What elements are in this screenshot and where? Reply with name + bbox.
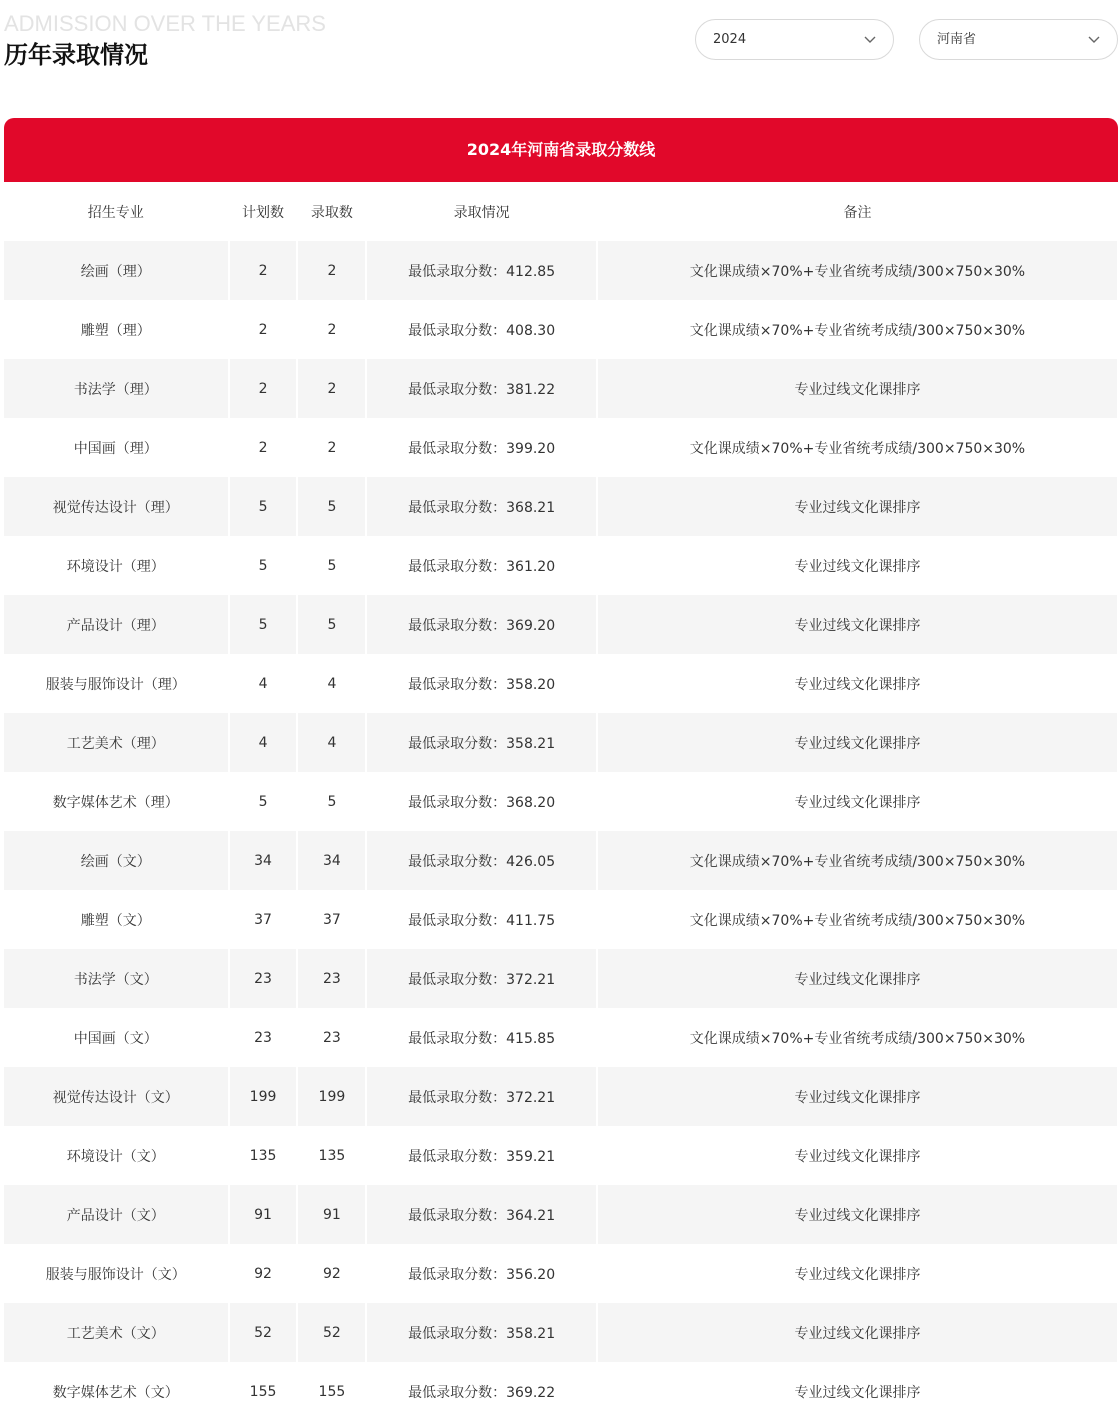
cell-major: 工艺美术（文）: [4, 1303, 228, 1362]
cell-admitted: 5: [298, 536, 365, 595]
table-row: [4, 1008, 1117, 1067]
cell-admitted: 4: [298, 713, 365, 772]
cell-admitted: 2: [298, 418, 365, 477]
cell-admitted: 91: [298, 1185, 365, 1244]
province-select-value: 河南省: [937, 32, 977, 47]
cell-result: 最低录取分数：426.05: [367, 831, 596, 890]
cell-result: 最低录取分数：359.21: [367, 1126, 596, 1185]
cell-notes: 专业过线文化课排序: [598, 1303, 1117, 1362]
cell-plan: 135: [230, 1126, 297, 1185]
cell-major: 中国画（文）: [4, 1008, 228, 1067]
cell-notes: 专业过线文化课排序: [598, 949, 1117, 1008]
cell-notes: 专业过线文化课排序: [598, 595, 1117, 654]
cell-admitted: 34: [298, 831, 365, 890]
cell-admitted: 37: [298, 890, 365, 949]
cell-notes: 专业过线文化课排序: [598, 536, 1117, 595]
cell-notes: 文化课成绩×70%+专业省统考成绩/300×750×30%: [598, 300, 1117, 359]
cell-admitted: 2: [298, 241, 365, 300]
cell-admitted: 5: [298, 772, 365, 831]
year-select-value: 2024: [713, 32, 747, 47]
cell-plan: 23: [230, 1008, 297, 1067]
table-row: [4, 1126, 1117, 1185]
cell-admitted: 2: [298, 359, 365, 418]
province-select[interactable]: [919, 19, 1118, 60]
table-row: [4, 1185, 1117, 1244]
table-row: [4, 831, 1117, 890]
table-row: [4, 713, 1117, 772]
table-row: [4, 772, 1117, 831]
cell-result: 最低录取分数：399.20: [367, 418, 596, 477]
table-banner: 2024年河南省录取分数线: [4, 118, 1118, 182]
cell-admitted: 92: [298, 1244, 365, 1303]
table-row: [4, 949, 1117, 1008]
page-subtitle-en: ADMISSION OVER THE YEARS: [4, 11, 326, 36]
admission-table: [4, 182, 1117, 1421]
cell-major: 工艺美术（理）: [4, 713, 228, 772]
column-header-major: 招生专业: [87, 204, 144, 221]
cell-result: 最低录取分数：356.20: [367, 1244, 596, 1303]
cell-result: 最低录取分数：381.22: [367, 359, 596, 418]
cell-major: 视觉传达设计（文）: [4, 1067, 228, 1126]
cell-result: 最低录取分数：361.20: [367, 536, 596, 595]
cell-notes: 专业过线文化课排序: [598, 713, 1117, 772]
table-row: [4, 418, 1117, 477]
cell-notes: 专业过线文化课排序: [598, 772, 1117, 831]
cell-major: 中国画（理）: [4, 418, 228, 477]
table-row: [4, 536, 1117, 595]
column-header-result: 录取情况: [453, 204, 510, 221]
page-header: [0, 0, 1119, 118]
cell-admitted: 199: [298, 1067, 365, 1126]
cell-notes: 专业过线文化课排序: [598, 1244, 1117, 1303]
column-header-notes: 备注: [843, 204, 872, 221]
cell-admitted: 23: [298, 949, 365, 1008]
cell-major: 书法学（文）: [4, 949, 228, 1008]
cell-result: 最低录取分数：358.21: [367, 1303, 596, 1362]
cell-admitted: 135: [298, 1126, 365, 1185]
cell-major: 服装与服饰设计（理）: [4, 654, 228, 713]
cell-major: 雕塑（文）: [4, 890, 228, 949]
cell-result: 最低录取分数：368.21: [367, 477, 596, 536]
cell-plan: 2: [230, 418, 297, 477]
table-row: [4, 241, 1117, 300]
cell-notes: 专业过线文化课排序: [598, 1067, 1117, 1126]
cell-notes: 专业过线文化课排序: [598, 359, 1117, 418]
cell-admitted: 52: [298, 1303, 365, 1362]
table-row: [4, 359, 1117, 418]
cell-plan: 91: [230, 1185, 297, 1244]
cell-notes: 专业过线文化课排序: [598, 1362, 1117, 1421]
cell-result: 最低录取分数：372.21: [367, 1067, 596, 1126]
table-row: [4, 1244, 1117, 1303]
cell-notes: 专业过线文化课排序: [598, 477, 1117, 536]
cell-plan: 5: [230, 477, 297, 536]
cell-plan: 52: [230, 1303, 297, 1362]
cell-result: 最低录取分数：364.21: [367, 1185, 596, 1244]
cell-major: 数字媒体艺术（理）: [4, 772, 228, 831]
cell-notes: 文化课成绩×70%+专业省统考成绩/300×750×30%: [598, 890, 1117, 949]
cell-result: 最低录取分数：408.30: [367, 300, 596, 359]
cell-notes: 文化课成绩×70%+专业省统考成绩/300×750×30%: [598, 1008, 1117, 1067]
cell-plan: 155: [230, 1362, 297, 1421]
cell-plan: 92: [230, 1244, 297, 1303]
cell-result: 最低录取分数：372.21: [367, 949, 596, 1008]
cell-notes: 专业过线文化课排序: [598, 1185, 1117, 1244]
table-header-row: [4, 182, 1117, 241]
cell-plan: 199: [230, 1067, 297, 1126]
chevron-down-icon: [1087, 32, 1101, 46]
table-row: [4, 300, 1117, 359]
cell-notes: 文化课成绩×70%+专业省统考成绩/300×750×30%: [598, 418, 1117, 477]
cell-result: 最低录取分数：411.75: [367, 890, 596, 949]
cell-major: 环境设计（文）: [4, 1126, 228, 1185]
cell-admitted: 155: [298, 1362, 365, 1421]
table-row: [4, 595, 1117, 654]
cell-major: 产品设计（理）: [4, 595, 228, 654]
cell-plan: 5: [230, 772, 297, 831]
cell-major: 雕塑（理）: [4, 300, 228, 359]
table-row: [4, 1303, 1117, 1362]
cell-major: 绘画（理）: [4, 241, 228, 300]
page-title: 历年录取情况: [4, 41, 148, 69]
cell-notes: 文化课成绩×70%+专业省统考成绩/300×750×30%: [598, 241, 1117, 300]
column-header-admitted: 录取数: [310, 204, 353, 221]
cell-plan: 34: [230, 831, 297, 890]
column-header-plan: 计划数: [242, 204, 285, 221]
cell-major: 绘画（文）: [4, 831, 228, 890]
cell-result: 最低录取分数：368.20: [367, 772, 596, 831]
cell-admitted: 4: [298, 654, 365, 713]
cell-notes: 文化课成绩×70%+专业省统考成绩/300×750×30%: [598, 831, 1117, 890]
table-row: [4, 1362, 1117, 1421]
cell-plan: 4: [230, 654, 297, 713]
cell-plan: 5: [230, 595, 297, 654]
cell-notes: 专业过线文化课排序: [598, 1126, 1117, 1185]
cell-major: 环境设计（理）: [4, 536, 228, 595]
cell-major: 书法学（理）: [4, 359, 228, 418]
cell-plan: 23: [230, 949, 297, 1008]
cell-admitted: 5: [298, 477, 365, 536]
cell-plan: 2: [230, 359, 297, 418]
cell-result: 最低录取分数：358.20: [367, 654, 596, 713]
table-row: [4, 477, 1117, 536]
cell-plan: 37: [230, 890, 297, 949]
table-row: [4, 1067, 1117, 1126]
cell-major: 视觉传达设计（理）: [4, 477, 228, 536]
cell-notes: 专业过线文化课排序: [598, 654, 1117, 713]
cell-result: 最低录取分数：369.22: [367, 1362, 596, 1421]
cell-admitted: 23: [298, 1008, 365, 1067]
cell-admitted: 5: [298, 595, 365, 654]
cell-result: 最低录取分数：358.21: [367, 713, 596, 772]
table-row: [4, 890, 1117, 949]
cell-plan: 2: [230, 241, 297, 300]
cell-major: 产品设计（文）: [4, 1185, 228, 1244]
table-row: [4, 654, 1117, 713]
cell-major: 服装与服饰设计（文）: [4, 1244, 228, 1303]
year-select[interactable]: [695, 19, 894, 60]
cell-major: 数字媒体艺术（文）: [4, 1362, 228, 1421]
cell-plan: 4: [230, 713, 297, 772]
cell-admitted: 2: [298, 300, 365, 359]
cell-plan: 5: [230, 536, 297, 595]
cell-result: 最低录取分数：415.85: [367, 1008, 596, 1067]
cell-result: 最低录取分数：369.20: [367, 595, 596, 654]
cell-plan: 2: [230, 300, 297, 359]
chevron-down-icon: [863, 32, 877, 46]
cell-result: 最低录取分数：412.85: [367, 241, 596, 300]
